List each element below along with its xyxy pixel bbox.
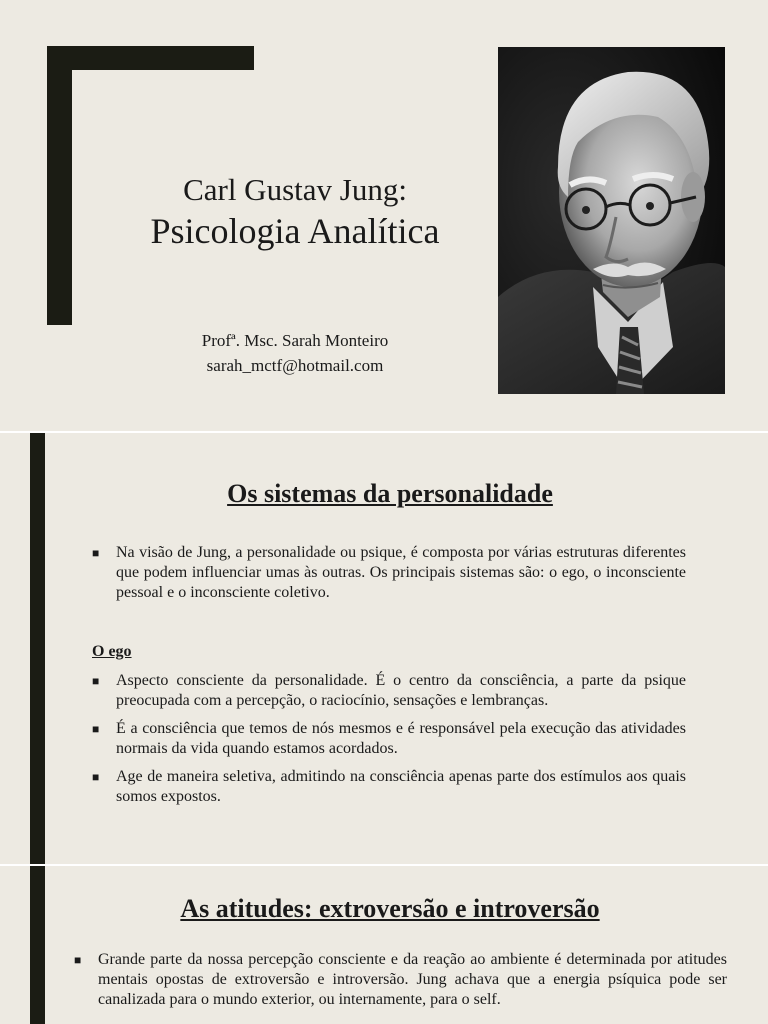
accent-bar	[30, 433, 45, 864]
list-item-text: Na visão de Jung, a personalidade ou psique, é composta por várias estruturas diferentes que podem influenciar umas às outras. Os principais sistemas são: o ego, o inconsciente pessoal e o inconsciente coletivo.	[116, 544, 686, 601]
bullet-square-icon: ■	[92, 770, 100, 784]
list-item	[92, 671, 686, 711]
bullet-square-icon: ■	[92, 722, 100, 736]
slide-heading: As atitudes: extroversão e introversão	[180, 894, 600, 923]
list-item	[92, 719, 686, 759]
attitudes-slide	[0, 866, 768, 1024]
list-item-text: Age de maneira seletiva, admitindo na consciência apenas parte dos estímulos aos quais somos expostos.	[116, 768, 686, 805]
subheading-ego: O ego	[92, 643, 132, 660]
personality-systems-slide	[0, 433, 768, 864]
corner-bracket-top	[47, 46, 254, 70]
author-name: Profª. Msc. Sarah Monteiro	[201, 331, 389, 350]
list-item	[92, 543, 686, 603]
title-line-2: Psicologia Analítica	[150, 211, 440, 251]
list-item	[92, 767, 686, 807]
portrait-image	[498, 47, 725, 394]
list-item-text: É a consciência que temos de nós mesmos e é responsável pela execução das atividades normais da vida quando estamos acordados.	[116, 720, 686, 757]
portrait-photo	[498, 47, 725, 394]
author-block	[100, 328, 490, 378]
attitudes-list	[74, 950, 727, 1018]
bullet-square-icon: ■	[92, 674, 100, 688]
bullet-square-icon: ■	[92, 546, 100, 560]
list-item	[74, 950, 727, 1010]
bullet-square-icon: ■	[74, 953, 82, 967]
author-email: sarah_mctf@hotmail.com	[206, 356, 384, 375]
accent-bar	[30, 866, 45, 1024]
intro-list	[92, 543, 686, 611]
list-item-text: Grande parte da nossa percepção consciente e da reação ao ambiente é determinada por atitudes mentais opostas de extroversão e introversão. Jung achava que a energia psíquica pode ser canalizada para o mundo exterior, ou internamente, para o self.	[98, 951, 727, 1008]
title-slide	[0, 0, 768, 431]
corner-bracket-left	[47, 46, 72, 325]
list-item-text: Aspecto consciente da personalidade. É o centro da consciência, a parte da psique preocupada com a percepção, o raciocínio, sensações e lembranças.	[116, 672, 686, 709]
slide-heading: Os sistemas da personalidade	[227, 479, 553, 508]
title-line-1: Carl Gustav Jung:	[183, 172, 407, 207]
ego-list	[92, 671, 686, 815]
